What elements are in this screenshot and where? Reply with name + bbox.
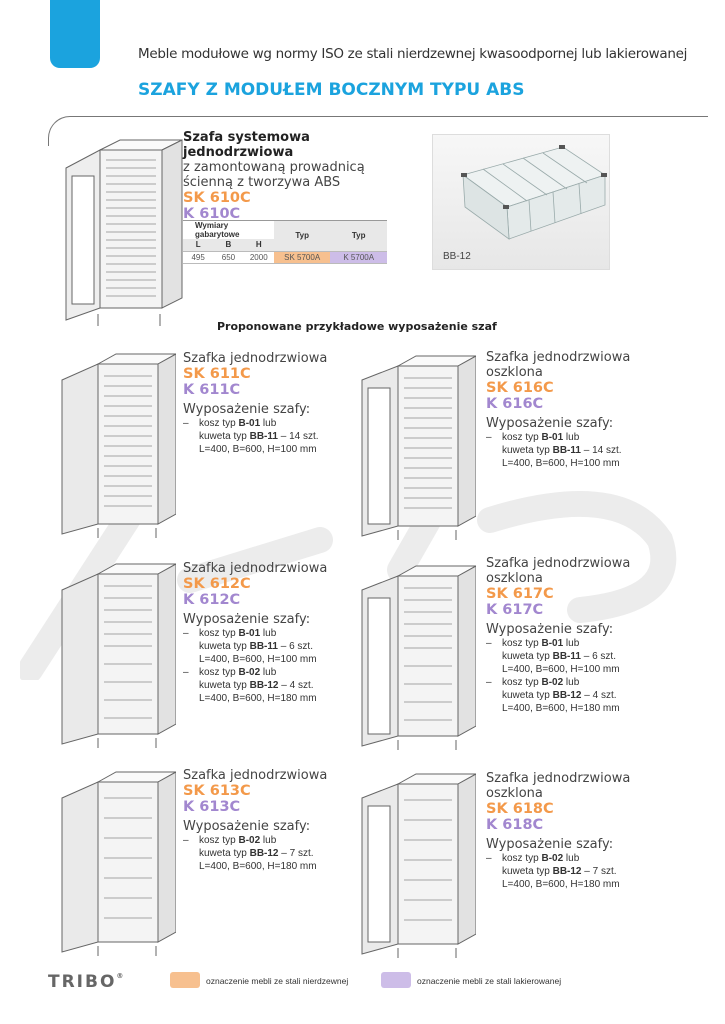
line-text: kosz typ	[199, 418, 239, 429]
cabinet-name-line: Szafka jednodrzwiowa	[183, 768, 328, 783]
line-bold: BB-12	[552, 690, 582, 701]
line-text: – 4 szt.	[581, 690, 617, 701]
cabinet-617-info	[486, 556, 661, 715]
equipment-title: Wyposażenie szafy:	[183, 402, 311, 417]
line-text: kosz typ	[502, 853, 542, 864]
line-text: kuweta typ	[502, 445, 553, 456]
cabinet-illustration-616	[356, 352, 476, 545]
dash-mark: –	[183, 628, 189, 639]
line-text: lub	[260, 418, 277, 429]
line-text: L=400, B=600, H=180 mm	[502, 879, 620, 890]
line-text: kuweta typ	[199, 680, 250, 691]
line-text: L=400, B=600, H=180 mm	[199, 861, 317, 872]
equipment-line	[486, 444, 661, 457]
main-product-info	[183, 130, 403, 222]
equipment-line	[183, 847, 358, 860]
line-text: – 14 szt.	[580, 445, 622, 456]
cabinet-code-sk: SK 617C	[486, 586, 554, 602]
cabinet-name-line: Szafka jednodrzwiowa	[183, 351, 328, 366]
line-bold: B-01	[238, 418, 261, 429]
line-text: kuweta typ	[502, 651, 553, 662]
equipment-line	[183, 640, 358, 653]
line-text: kosz typ	[199, 667, 239, 678]
equipment-line	[486, 865, 661, 878]
cabinet-name-line: Szafka jednodrzwiowa	[486, 556, 631, 571]
equipment-line	[486, 431, 661, 444]
footer-logo	[48, 972, 123, 992]
line-text: L=400, B=600, H=180 mm	[199, 693, 317, 704]
dim-col-b: B	[213, 239, 243, 251]
page-subtitle: Meble modułowe wg normy ISO ze stali nierdzewnej kwasoodpornej lub lakierowanej	[138, 46, 688, 62]
cabinet-illustration-612	[58, 560, 176, 753]
line-bold: B-02	[541, 677, 564, 688]
line-text: lub	[563, 853, 580, 864]
cabinet-618-info	[486, 771, 661, 891]
main-product-name-line: z zamontowaną prowadnicą	[183, 160, 365, 175]
line-text: lub	[260, 835, 277, 846]
line-text: kuweta typ	[199, 641, 250, 652]
equipment-line	[183, 860, 358, 873]
tray-icon	[433, 135, 609, 245]
dash-mark: –	[183, 667, 189, 678]
cabinet-613-info	[183, 768, 358, 873]
equipment-line	[183, 443, 358, 456]
section-heading: Proponowane przykładowe wyposażenie szaf	[217, 320, 497, 333]
cabinet-open-icon	[58, 560, 176, 748]
equipment-line	[183, 692, 358, 705]
main-product-code-k: K 610C	[183, 206, 241, 222]
cabinet-name-line: Szafka jednodrzwiowa	[486, 350, 631, 365]
equipment-title: Wyposażenie szafy:	[486, 622, 614, 637]
cabinet-open-icon	[58, 768, 176, 956]
line-bold: B-02	[238, 667, 261, 678]
line-bold: B-02	[238, 835, 261, 846]
dim-val-l: 495	[191, 252, 205, 262]
cabinet-code-sk: SK 611C	[183, 366, 251, 382]
equipment-line	[183, 653, 358, 666]
line-text: kosz typ	[502, 638, 542, 649]
equipment-line	[486, 663, 661, 676]
cabinet-code-sk: SK 616C	[486, 380, 554, 396]
cabinet-612-info	[183, 561, 358, 705]
dim-col-h: H	[244, 239, 274, 251]
equipment-line	[486, 650, 661, 663]
line-text: – 6 szt.	[580, 651, 616, 662]
equipment-title: Wyposażenie szafy:	[183, 612, 311, 627]
dim-val-typ1: SK 5700A	[274, 251, 331, 263]
equipment-line	[486, 702, 661, 715]
photo-caption: BB-12	[443, 251, 471, 262]
legend-text-k: oznaczenie mebli ze stali lakierowanej	[417, 976, 562, 986]
cabinet-name-line: oszklona	[486, 571, 543, 586]
line-text: L=400, B=600, H=100 mm	[502, 458, 620, 469]
equipment-title: Wyposażenie szafy:	[486, 416, 614, 431]
cabinet-illustration-613	[58, 768, 176, 961]
cabinet-code-k: K 617C	[486, 602, 544, 618]
dim-col-typ1: Typ	[274, 221, 331, 252]
line-text: kuweta typ	[199, 848, 250, 859]
line-text: kosz typ	[199, 835, 239, 846]
line-text: kosz typ	[502, 677, 542, 688]
equipment-line	[486, 457, 661, 470]
main-product-name-line: Szafa systemowa jednodrzwiowa	[183, 130, 310, 160]
line-text: L=400, B=600, H=180 mm	[502, 703, 620, 714]
equipment-title: Wyposażenie szafy:	[486, 837, 614, 852]
dash-mark: –	[486, 638, 492, 649]
line-bold: B-01	[541, 432, 564, 443]
equipment-line	[183, 627, 358, 640]
tray-photo	[432, 134, 610, 270]
cabinet-icon	[56, 138, 184, 328]
cabinet-616-info	[486, 350, 661, 470]
line-bold: BB-11	[249, 641, 278, 652]
cabinet-code-k: K 611C	[183, 382, 241, 398]
line-text: – 14 szt.	[277, 431, 319, 442]
legend-swatch-sk	[170, 972, 200, 988]
line-bold: BB-12	[249, 848, 279, 859]
legend-swatch-k	[381, 972, 411, 988]
line-text: L=400, B=600, H=100 mm	[502, 664, 620, 675]
equipment-line	[486, 878, 661, 891]
dim-val-h: 2000	[249, 252, 268, 262]
dim-col-typ2: Typ	[330, 221, 387, 252]
cabinet-name-line: Szafka jednodrzwiowa	[486, 771, 631, 786]
line-text: L=400, B=600, H=100 mm	[199, 444, 317, 455]
cabinet-code-sk: SK 613C	[183, 783, 251, 799]
line-bold: BB-11	[552, 651, 581, 662]
line-text: kosz typ	[199, 628, 239, 639]
dash-mark: –	[486, 677, 492, 688]
line-bold: BB-12	[552, 866, 582, 877]
page-tab	[50, 0, 100, 68]
equipment-line	[486, 689, 661, 702]
line-bold: B-01	[541, 638, 564, 649]
cabinet-code-k: K 616C	[486, 396, 544, 412]
cabinet-glass-icon	[356, 770, 476, 958]
cabinet-glass-icon	[356, 562, 476, 750]
equipment-title: Wyposażenie szafy:	[183, 819, 311, 834]
line-bold: BB-12	[249, 680, 279, 691]
dash-mark: –	[486, 853, 492, 864]
cabinet-611-info	[183, 351, 358, 456]
line-text: kuweta typ	[502, 866, 553, 877]
cabinet-illustration-611	[58, 350, 176, 543]
cabinet-code-sk: SK 618C	[486, 801, 554, 817]
line-text: kuweta typ	[502, 690, 553, 701]
line-text: kuweta typ	[199, 431, 250, 442]
line-text: lub	[563, 432, 580, 443]
line-bold: B-01	[238, 628, 261, 639]
line-bold: BB-11	[249, 431, 278, 442]
line-bold: B-02	[541, 853, 564, 864]
line-text: kosz typ	[502, 432, 542, 443]
dash-mark: –	[183, 835, 189, 846]
dim-val-typ2: K 5700A	[330, 251, 387, 263]
line-text: – 7 szt.	[278, 848, 314, 859]
cabinet-code-k: K 612C	[183, 592, 241, 608]
cabinet-code-k: K 613C	[183, 799, 241, 815]
cabinet-open-icon	[58, 350, 176, 538]
line-text: lub	[260, 628, 277, 639]
line-text: – 7 szt.	[581, 866, 617, 877]
line-bold: BB-11	[552, 445, 581, 456]
line-text: lub	[563, 677, 580, 688]
line-text: lub	[563, 638, 580, 649]
cabinet-name-line: oszklona	[486, 786, 543, 801]
equipment-line	[183, 679, 358, 692]
dash-mark: –	[486, 432, 492, 443]
equipment-line	[486, 852, 661, 865]
main-product-name-line: ścienną z tworzywa ABS	[183, 175, 341, 190]
legend-text-sk: oznaczenie mebli ze stali nierdzewnej	[206, 976, 349, 986]
cabinet-code-sk: SK 612C	[183, 576, 251, 592]
equipment-line	[183, 417, 358, 430]
cabinet-illustration-main	[56, 138, 184, 333]
equipment-line	[183, 834, 358, 847]
logo-text: TRIBO	[48, 972, 117, 992]
logo-mark: ®	[116, 972, 124, 980]
equipment-line	[486, 637, 661, 650]
equipment-line	[486, 676, 661, 689]
equipment-line	[183, 430, 358, 443]
line-text: lub	[260, 667, 277, 678]
dimensions-table	[183, 220, 387, 264]
dim-val-b: 650	[221, 252, 236, 262]
dash-mark: –	[183, 418, 189, 429]
cabinet-illustration-618	[356, 770, 476, 963]
equipment-line	[183, 666, 358, 679]
page-title: SZAFY Z MODUŁEM BOCZNYM TYPU ABS	[138, 80, 525, 100]
cabinet-code-k: K 618C	[486, 817, 544, 833]
cabinet-glass-icon	[356, 352, 476, 540]
cabinet-name-line: Szafka jednodrzwiowa	[183, 561, 328, 576]
dim-group-header: Wymiary gabarytowe	[195, 221, 240, 239]
line-text: – 4 szt.	[278, 680, 314, 691]
dim-col-l: L	[183, 239, 213, 251]
main-product-code-sk: SK 610C	[183, 190, 251, 206]
line-text: – 6 szt.	[277, 641, 313, 652]
line-text: L=400, B=600, H=100 mm	[199, 654, 317, 665]
cabinet-illustration-617	[356, 562, 476, 755]
cabinet-name-line: oszklona	[486, 365, 543, 380]
